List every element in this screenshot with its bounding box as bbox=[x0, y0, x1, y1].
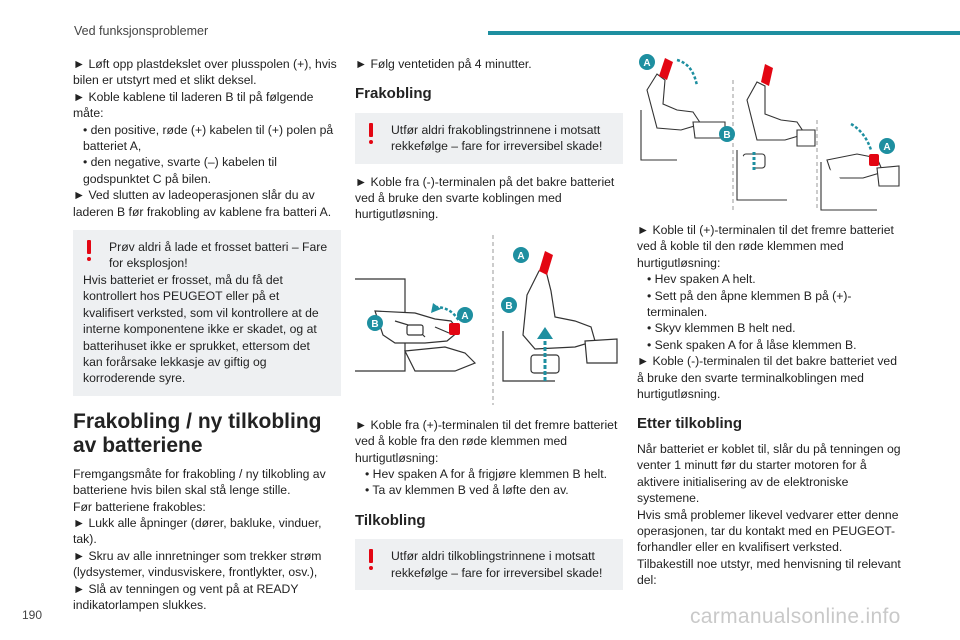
red-clamp-step-3 bbox=[869, 154, 879, 166]
red-lever-step-2 bbox=[761, 64, 773, 86]
bullet-raise-lever-fully: • Hev spaken A helt. bbox=[647, 272, 756, 287]
warning-text: Utfør aldri frakoblingstrinnene i motsatt rekkefølge – fare for irreversibel skade! bbox=[391, 122, 603, 154]
header-accent-bar bbox=[488, 31, 960, 35]
step-switch-off-devices: ► Skru av alle innretninger som trekker strøm (lydsystemer, vindusviskere, frontlykter, osv.), bbox=[73, 548, 322, 580]
heading-tilkobling: Tilkobling bbox=[355, 511, 426, 529]
bullet-raise-lever: • Hev spaken A for å frigjøre klemmen B helt. bbox=[365, 467, 608, 482]
step-connect-positive: ► Koble til (+)-terminalen til det fremre batteriet ved å koble til den røde klemmen med hurtigutløsning: bbox=[637, 223, 894, 270]
label-a-left-text: A bbox=[461, 310, 469, 322]
bullet-remove-clamp: • Ta av klemmen B ved å løfte den av. bbox=[365, 483, 569, 498]
col1-line-3: • den positive, røde (+) kabelen til (+) polen på batteriet A, bbox=[83, 122, 334, 154]
header-title: Ved funksjonsproblemer bbox=[74, 24, 209, 38]
disconnect-clamp-illustration bbox=[355, 231, 623, 409]
warning-box-disconnect-order bbox=[355, 113, 623, 164]
after-para-3: Tilbakestill noe utstyr, med henvisning til relevant del: bbox=[637, 556, 901, 588]
label-a-step-1-text: A bbox=[643, 58, 651, 69]
step-disconnect-positive: ► Koble fra (+)-terminalen til det fremre batteriet ved å koble fra den røde klemmen med hurtigutløsning: bbox=[355, 417, 618, 465]
warning-icon bbox=[367, 123, 375, 144]
label-a-right-text: A bbox=[517, 250, 525, 262]
label-b-left-text: B bbox=[371, 318, 379, 330]
warning-icon bbox=[367, 549, 375, 570]
red-lever-right bbox=[539, 251, 553, 275]
warning-icon bbox=[85, 240, 93, 261]
clamp-step-2 bbox=[737, 82, 815, 200]
col1-line-4: • den negative, svarte (–) kabelen til godspunktet C på bilen. bbox=[83, 155, 277, 186]
red-clamp-left bbox=[449, 323, 460, 335]
warning-text: Utfør aldri tilkoblingstrinnene i motsatt rekkefølge – fare for irreversibel skade! bbox=[391, 549, 603, 580]
col1-line-5: ► Ved slutten av ladeoperasjonen slår du av laderen B før frakobling av kablene fra batteri A. bbox=[73, 188, 332, 219]
watermark: carmanualsonline.info bbox=[690, 605, 901, 628]
connect-clamp-illustration bbox=[637, 50, 905, 214]
step-disconnect-negative: ► Koble fra (-)-terminalen på det bakre batteriet ved å bruke den svarte koblingen med hurtigutløsning. bbox=[355, 174, 615, 222]
arrow-step-1 bbox=[677, 60, 697, 86]
col1-line-2: ► Koble kablene til laderen B til på følgende måte: bbox=[73, 89, 314, 121]
clamp-drawing-right bbox=[503, 267, 617, 381]
clamp-step-1 bbox=[641, 74, 725, 160]
red-lever-step-1 bbox=[659, 58, 673, 80]
warning-box-connect-order bbox=[355, 539, 623, 590]
step-connect-negative: ► Koble (-)-terminalen til det bakre batteriet ved å bruke den svarte terminalkoblingen med hurtigutløsning. bbox=[637, 354, 897, 402]
column-1 bbox=[73, 56, 341, 613]
label-b-step-2-text: B bbox=[723, 130, 731, 141]
step-close-openings: ► Lukk alle åpninger (dører, bakluke, vinduer, tak). bbox=[73, 515, 322, 547]
section-heading: Frakobling / ny tilkobling av batteriene bbox=[73, 409, 322, 457]
label-a-step-3-text: A bbox=[883, 142, 891, 153]
step-wait: ► Følg ventetiden på 4 minutter. bbox=[355, 57, 532, 71]
step-ignition-off: ► Slå av tenningen og vent på at READY indikatorlampen slukkes. bbox=[73, 581, 299, 612]
column-3 bbox=[637, 56, 905, 589]
warning-body: Hvis batteriet er frosset, må du få det kontrollert hos PEUGEOT eller på et kvalifisert verksted, som vil kontrollere at de interne komponentene ikke er skadet, og at batterihuset ikke er sprukket, ettersom det kan forårsake lekkasje av giftig og korroderende syre. bbox=[83, 272, 319, 386]
intro-text: Fremgangsmåte for frakobling / ny tilkobling av batteriene hvis bilen skal stå lenge stille. bbox=[73, 466, 326, 498]
label-b-right-text: B bbox=[505, 300, 513, 312]
before-text: Før batteriene frakobles: bbox=[73, 499, 206, 514]
bullet-push-clamp: • Skyv klemmen B helt ned. bbox=[647, 321, 796, 336]
bullet-place-clamp: • Sett på den åpne klemmen B på (+)-terminalen. bbox=[647, 288, 852, 320]
after-para-1: Når batteriet er koblet til, slår du på tenningen og venter 1 minutt før du starter motoren for å aktivere initialisering av de elektroniske systemene. bbox=[637, 441, 901, 506]
arrow-step-3 bbox=[851, 124, 871, 150]
page-number: 190 bbox=[22, 608, 43, 622]
heading-frakobling: Frakobling bbox=[355, 85, 432, 103]
after-para-2: Hvis små problemer likevel vedvarer etter denne operasjonen, tar du kontakt med en PEUGEOT-forhandler eller en kvalifisert verksted. bbox=[637, 507, 899, 555]
warning-first-line: Prøv aldri å lade et frosset batteri – Fare for eksplosjon! bbox=[109, 240, 328, 271]
clamp-step-3 bbox=[821, 154, 899, 210]
heading-etter-tilkobling: Etter tilkobling bbox=[637, 415, 742, 433]
warning-box-frozen-battery bbox=[73, 230, 341, 396]
arrow-head-left bbox=[431, 303, 441, 313]
col1-line-1: ► Løft opp plastdekslet over plusspolen (+), hvis bilen er utstyrt med et slikt deksel. bbox=[73, 57, 337, 88]
column-2 bbox=[355, 56, 623, 600]
bullet-lower-lever: • Senk spaken A for å låse klemmen B. bbox=[647, 337, 857, 352]
